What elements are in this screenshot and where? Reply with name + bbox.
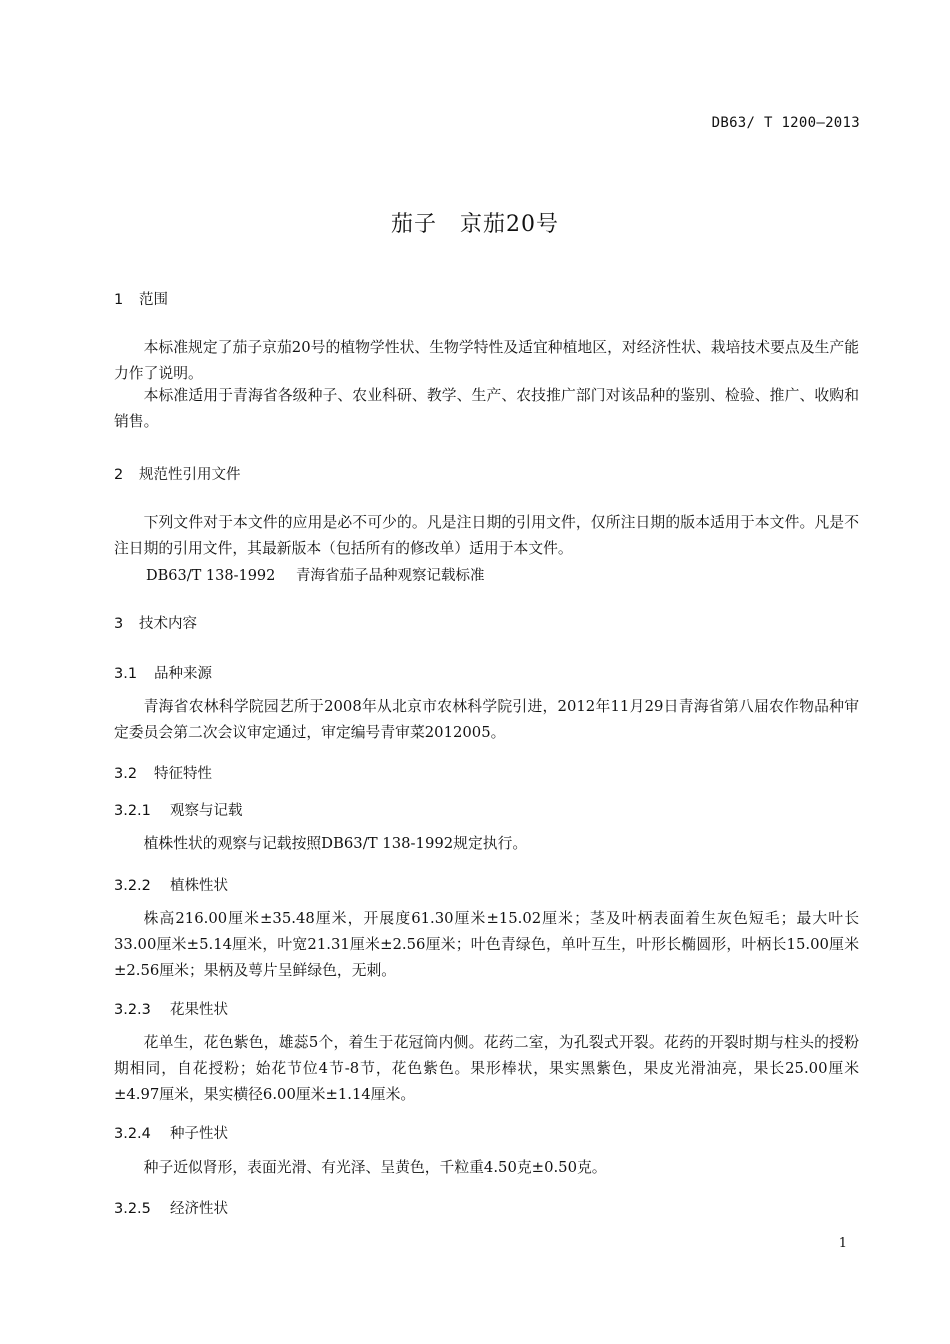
section-title: 花果性状: [170, 1002, 228, 1018]
section-heading-2: [114, 463, 241, 484]
section-number: 3.2.5: [114, 1201, 151, 1217]
section-title: 范围: [139, 292, 168, 308]
paragraph: 植株性状的观察与记载按照DB63/T 138-1992规定执行。: [143, 835, 528, 852]
reference-title: 青海省茄子品种观察记载标准: [296, 568, 485, 584]
section-title: 经济性状: [170, 1201, 228, 1217]
section-number: 3.1: [114, 666, 138, 682]
section-title: 规范性引用文件: [139, 467, 241, 483]
reference-code: DB63/T 138-1992: [146, 568, 276, 584]
section-number: 3.2: [114, 766, 138, 782]
section-number: 3.2.3: [114, 1002, 151, 1018]
section-title: 种子性状: [170, 1126, 228, 1142]
paragraph: 种子近似肾形，表面光滑、有光泽、呈黄色，千粒重4.50克±0.50克。: [143, 1159, 607, 1176]
paragraph: 本标准规定了茄子京茄20号的植物学性状、生物学特性及适宜种植地区，对经济性状、栽培技术要点及生产能力作了说明。: [114, 339, 859, 382]
page-number: 1: [838, 1236, 847, 1251]
paragraph: 本标准适用于青海省各级种子、农业科研、教学、生产、农技推广部门对该品种的鉴别、检验、推广、收购和销售。: [114, 387, 859, 430]
section-heading-3-2-3: [114, 998, 228, 1019]
section-heading-1: [114, 288, 168, 309]
section-title: 品种来源: [154, 666, 212, 682]
section-number: 3: [114, 616, 124, 632]
section-heading-3-2-4: [114, 1122, 228, 1143]
section-title: 特征特性: [154, 766, 212, 782]
paragraph: 花单生，花色紫色，雄蕊5个，着生于花冠筒内侧。花药二室，为孔裂式开裂。花药的开裂时期与柱头的授粉期相同，自花授粉；始花节位4节-8节，花色紫色。果形棒状，果实黑紫色，果皮光滑油亮，果长25.00厘米±4.97厘米，果实横径6.00厘米±1.14厘米。: [114, 1034, 859, 1103]
section-heading-3: [114, 612, 197, 633]
section-title: 植株性状: [170, 878, 228, 894]
paragraph: 青海省农林科学院园艺所于2008年从北京市农林科学院引进，2012年11月29日青海省第八届农作物品种审定委员会第二次会议审定通过，审定编号青审菜2012005。: [114, 698, 859, 741]
document-title: 茄子 京茄20号: [391, 212, 559, 237]
standard-code: DB63/ T 1200—2013: [711, 115, 860, 131]
paragraph: 株高216.00厘米±35.48厘米，开展度61.30厘米±15.02厘米；茎及叶柄表面着生灰色短毛；最大叶长33.00厘米±5.14厘米，叶宽21.31厘米±2.56厘米；叶色青绿色，单叶互生，叶形长椭圆形，叶柄长15.00厘米±2.56厘米；果柄及萼片呈鲜绿色，无刺。: [114, 910, 859, 979]
section-heading-3-2: [114, 762, 212, 783]
section-number: 3.2.1: [114, 803, 151, 819]
section-title: 技术内容: [139, 616, 197, 632]
section-number: 2: [114, 467, 124, 483]
section-number: 3.2.2: [114, 878, 151, 894]
section-number: 1: [114, 292, 124, 308]
section-heading-3-1: [114, 662, 212, 683]
section-title: 观察与记载: [170, 803, 243, 819]
paragraph: 下列文件对于本文件的应用是必不可少的。凡是注日期的引用文件，仅所注日期的版本适用于本文件。凡是不注日期的引用文件，其最新版本（包括所有的修改单）适用于本文件。: [114, 514, 859, 557]
section-heading-3-2-5: [114, 1197, 228, 1218]
section-heading-3-2-2: [114, 874, 228, 895]
normative-reference: [146, 564, 485, 585]
section-number: 3.2.4: [114, 1126, 151, 1142]
section-heading-3-2-1: [114, 799, 243, 820]
